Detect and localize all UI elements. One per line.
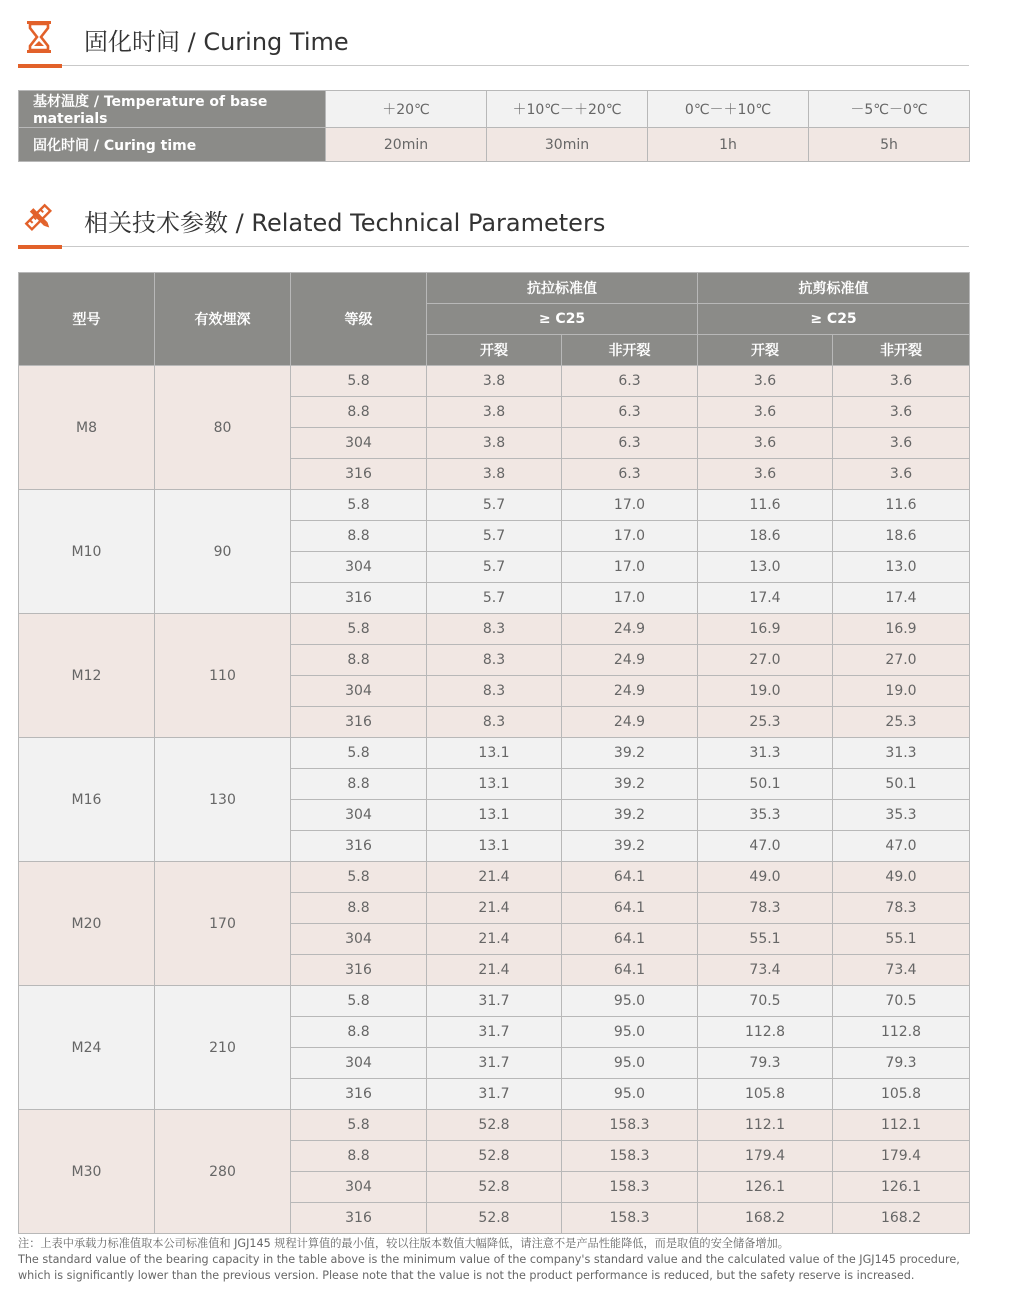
grade-cell: 8.8 [291, 1141, 427, 1172]
technical-parameters-table [18, 272, 970, 1234]
footnote [18, 1236, 978, 1284]
tension-cracked-cell: 31.7 [427, 986, 562, 1017]
grade-cell: 5.8 [291, 986, 427, 1017]
shear-cracked-cell: 126.1 [698, 1172, 833, 1203]
tension-cracked-cell: 31.7 [427, 1017, 562, 1048]
shear-uncracked-cell: 105.8 [833, 1079, 970, 1110]
shear-cracked-cell: 3.6 [698, 397, 833, 428]
shear-cracked-cell: 78.3 [698, 893, 833, 924]
shear-cracked-cell: 25.3 [698, 707, 833, 738]
model-cell: M10 [19, 490, 155, 614]
shear-cracked-cell: 19.0 [698, 676, 833, 707]
shear-uncracked-cell: 78.3 [833, 893, 970, 924]
header-cracked: 开裂 [698, 335, 833, 366]
shear-cracked-cell: 112.1 [698, 1110, 833, 1141]
tension-cracked-cell: 21.4 [427, 862, 562, 893]
shear-uncracked-cell: 179.4 [833, 1141, 970, 1172]
grade-cell: 5.8 [291, 1110, 427, 1141]
tension-uncracked-cell: 158.3 [562, 1110, 698, 1141]
tension-uncracked-cell: 6.3 [562, 366, 698, 397]
grade-cell: 8.8 [291, 1017, 427, 1048]
shear-cracked-cell: 17.4 [698, 583, 833, 614]
shear-cracked-cell: 27.0 [698, 645, 833, 676]
shear-cracked-cell: 13.0 [698, 552, 833, 583]
shear-uncracked-cell: 11.6 [833, 490, 970, 521]
header-uncracked: 非开裂 [833, 335, 970, 366]
tension-cracked-cell: 3.8 [427, 366, 562, 397]
tension-cracked-cell: 13.1 [427, 831, 562, 862]
model-cell: M20 [19, 862, 155, 986]
embed-depth-cell: 80 [155, 366, 291, 490]
embed-depth-cell: 130 [155, 738, 291, 862]
shear-uncracked-cell: 70.5 [833, 986, 970, 1017]
tension-uncracked-cell: 95.0 [562, 1048, 698, 1079]
tension-cracked-cell: 21.4 [427, 955, 562, 986]
shear-uncracked-cell: 16.9 [833, 614, 970, 645]
tension-uncracked-cell: 17.0 [562, 521, 698, 552]
grade-cell: 316 [291, 459, 427, 490]
shear-uncracked-cell: 27.0 [833, 645, 970, 676]
shear-uncracked-cell: 17.4 [833, 583, 970, 614]
tension-cracked-cell: 21.4 [427, 893, 562, 924]
grade-cell: 304 [291, 800, 427, 831]
tension-cracked-cell: 52.8 [427, 1172, 562, 1203]
tension-cracked-cell: 31.7 [427, 1079, 562, 1110]
header-concrete-tension: ≥ C25 [427, 304, 698, 335]
tension-cracked-cell: 21.4 [427, 924, 562, 955]
curing-time-cell: 1h [648, 128, 809, 162]
shear-uncracked-cell: 25.3 [833, 707, 970, 738]
header-tension: 抗拉标准值 [427, 273, 698, 304]
curing-time-table [18, 90, 970, 162]
table-row [19, 738, 970, 769]
grade-cell: 8.8 [291, 769, 427, 800]
tension-uncracked-cell: 64.1 [562, 924, 698, 955]
hourglass-icon [24, 20, 54, 54]
shear-uncracked-cell: 19.0 [833, 676, 970, 707]
shear-uncracked-cell: 112.1 [833, 1110, 970, 1141]
grade-cell: 5.8 [291, 366, 427, 397]
shear-uncracked-cell: 18.6 [833, 521, 970, 552]
tension-uncracked-cell: 6.3 [562, 459, 698, 490]
embed-depth-cell: 280 [155, 1110, 291, 1234]
curing-heading: 固化时间 / Curing Time [84, 28, 349, 56]
temperature-cell: ＋20℃ [326, 91, 487, 128]
shear-cracked-cell: 16.9 [698, 614, 833, 645]
tension-uncracked-cell: 6.3 [562, 397, 698, 428]
tension-uncracked-cell: 64.1 [562, 862, 698, 893]
grade-cell: 316 [291, 707, 427, 738]
tension-cracked-cell: 3.8 [427, 459, 562, 490]
shear-cracked-cell: 49.0 [698, 862, 833, 893]
shear-cracked-cell: 47.0 [698, 831, 833, 862]
tension-cracked-cell: 8.3 [427, 707, 562, 738]
grade-cell: 5.8 [291, 738, 427, 769]
shear-uncracked-cell: 112.8 [833, 1017, 970, 1048]
table-row [19, 862, 970, 893]
grade-cell: 316 [291, 1079, 427, 1110]
shear-uncracked-cell: 168.2 [833, 1203, 970, 1234]
embed-depth-cell: 210 [155, 986, 291, 1110]
temperature-label: 基材温度 / Temperature of base materials [19, 91, 326, 128]
header-shear: 抗剪标准值 [698, 273, 970, 304]
grade-cell: 304 [291, 924, 427, 955]
curing-section-header [18, 16, 969, 66]
grade-cell: 8.8 [291, 397, 427, 428]
tension-cracked-cell: 8.3 [427, 614, 562, 645]
grade-cell: 8.8 [291, 893, 427, 924]
header-embed-depth: 有效埋深 [155, 273, 291, 366]
tension-uncracked-cell: 39.2 [562, 769, 698, 800]
shear-cracked-cell: 168.2 [698, 1203, 833, 1234]
shear-uncracked-cell: 3.6 [833, 366, 970, 397]
embed-depth-cell: 110 [155, 614, 291, 738]
tension-uncracked-cell: 24.9 [562, 645, 698, 676]
shear-cracked-cell: 105.8 [698, 1079, 833, 1110]
embed-depth-cell: 170 [155, 862, 291, 986]
footnote-en: The standard value of the bearing capacity in the table above is the minimum value of the company's standard value and the calculated value of the JGJ145 procedure, which is significantly lower than the previous version. Please note that the value is not the product performance is reduced, but the safety reserve is increased. [18, 1253, 960, 1282]
header-cracked: 开裂 [427, 335, 562, 366]
ruler-pencil-icon [24, 201, 54, 235]
embed-depth-cell: 90 [155, 490, 291, 614]
model-cell: M12 [19, 614, 155, 738]
shear-uncracked-cell: 55.1 [833, 924, 970, 955]
tension-uncracked-cell: 17.0 [562, 552, 698, 583]
shear-uncracked-cell: 126.1 [833, 1172, 970, 1203]
grade-cell: 5.8 [291, 490, 427, 521]
temperature-row [19, 91, 970, 128]
tension-cracked-cell: 31.7 [427, 1048, 562, 1079]
curing-time-cell: 20min [326, 128, 487, 162]
header-model: 型号 [19, 273, 155, 366]
temperature-cell: ＋10℃－＋20℃ [487, 91, 648, 128]
shear-cracked-cell: 73.4 [698, 955, 833, 986]
tension-uncracked-cell: 39.2 [562, 831, 698, 862]
shear-cracked-cell: 3.6 [698, 428, 833, 459]
table-row [19, 366, 970, 397]
temperature-cell: －5℃－0℃ [809, 91, 970, 128]
tension-uncracked-cell: 158.3 [562, 1141, 698, 1172]
tension-cracked-cell: 5.7 [427, 490, 562, 521]
table-row [19, 614, 970, 645]
shear-cracked-cell: 112.8 [698, 1017, 833, 1048]
tension-cracked-cell: 13.1 [427, 738, 562, 769]
grade-cell: 316 [291, 583, 427, 614]
grade-cell: 5.8 [291, 614, 427, 645]
shear-cracked-cell: 31.3 [698, 738, 833, 769]
header-row [19, 273, 970, 304]
tension-uncracked-cell: 95.0 [562, 1017, 698, 1048]
section-accent-bar [18, 245, 62, 249]
grade-cell: 304 [291, 552, 427, 583]
grade-cell: 316 [291, 831, 427, 862]
curing-time-row [19, 128, 970, 162]
tension-uncracked-cell: 24.9 [562, 676, 698, 707]
shear-cracked-cell: 179.4 [698, 1141, 833, 1172]
tension-uncracked-cell: 17.0 [562, 583, 698, 614]
model-cell: M16 [19, 738, 155, 862]
header-uncracked: 非开裂 [562, 335, 698, 366]
curing-time-cell: 5h [809, 128, 970, 162]
grade-cell: 8.8 [291, 645, 427, 676]
shear-uncracked-cell: 47.0 [833, 831, 970, 862]
shear-cracked-cell: 3.6 [698, 366, 833, 397]
tension-uncracked-cell: 158.3 [562, 1172, 698, 1203]
shear-cracked-cell: 18.6 [698, 521, 833, 552]
tension-cracked-cell: 3.8 [427, 428, 562, 459]
grade-cell: 8.8 [291, 521, 427, 552]
curing-time-cell: 30min [487, 128, 648, 162]
model-cell: M24 [19, 986, 155, 1110]
tension-uncracked-cell: 17.0 [562, 490, 698, 521]
shear-uncracked-cell: 73.4 [833, 955, 970, 986]
shear-uncracked-cell: 3.6 [833, 428, 970, 459]
shear-cracked-cell: 50.1 [698, 769, 833, 800]
shear-uncracked-cell: 3.6 [833, 397, 970, 428]
header-concrete-shear: ≥ C25 [698, 304, 970, 335]
tension-cracked-cell: 3.8 [427, 397, 562, 428]
grade-cell: 316 [291, 1203, 427, 1234]
parameters-body [19, 366, 970, 1234]
shear-uncracked-cell: 3.6 [833, 459, 970, 490]
shear-cracked-cell: 70.5 [698, 986, 833, 1017]
params-section-header [18, 197, 969, 247]
grade-cell: 304 [291, 1172, 427, 1203]
table-row [19, 490, 970, 521]
tension-uncracked-cell: 64.1 [562, 893, 698, 924]
grade-cell: 316 [291, 955, 427, 986]
section-divider [18, 246, 969, 247]
tension-cracked-cell: 52.8 [427, 1203, 562, 1234]
tension-uncracked-cell: 24.9 [562, 614, 698, 645]
shear-cracked-cell: 11.6 [698, 490, 833, 521]
temperature-cell: 0℃－＋10℃ [648, 91, 809, 128]
grade-cell: 304 [291, 676, 427, 707]
tension-uncracked-cell: 6.3 [562, 428, 698, 459]
header-grade: 等级 [291, 273, 427, 366]
model-cell: M30 [19, 1110, 155, 1234]
params-heading: 相关技术参数 / Related Technical Parameters [84, 209, 606, 237]
grade-cell: 304 [291, 1048, 427, 1079]
tension-cracked-cell: 13.1 [427, 769, 562, 800]
shear-cracked-cell: 79.3 [698, 1048, 833, 1079]
footnote-cn: 注：上表中承载力标准值取本公司标准值和 JGJ145 规程计算值的最小值，较以往版本数值大幅降低，请注意不是产品性能降低，而是取值的安全储备增加。 [18, 1237, 789, 1250]
tension-cracked-cell: 52.8 [427, 1141, 562, 1172]
tension-uncracked-cell: 24.9 [562, 707, 698, 738]
shear-uncracked-cell: 49.0 [833, 862, 970, 893]
tension-cracked-cell: 5.7 [427, 583, 562, 614]
tension-cracked-cell: 5.7 [427, 552, 562, 583]
tension-uncracked-cell: 64.1 [562, 955, 698, 986]
table-row [19, 986, 970, 1017]
curing-time-label: 固化时间 / Curing time [19, 128, 326, 162]
shear-uncracked-cell: 35.3 [833, 800, 970, 831]
shear-cracked-cell: 35.3 [698, 800, 833, 831]
tension-uncracked-cell: 39.2 [562, 738, 698, 769]
tension-uncracked-cell: 95.0 [562, 986, 698, 1017]
section-accent-bar [18, 64, 62, 68]
model-cell: M8 [19, 366, 155, 490]
shear-cracked-cell: 3.6 [698, 459, 833, 490]
shear-uncracked-cell: 50.1 [833, 769, 970, 800]
tension-cracked-cell: 52.8 [427, 1110, 562, 1141]
tension-cracked-cell: 8.3 [427, 676, 562, 707]
table-row [19, 1110, 970, 1141]
shear-uncracked-cell: 31.3 [833, 738, 970, 769]
section-divider [18, 65, 969, 66]
grade-cell: 304 [291, 428, 427, 459]
tension-cracked-cell: 5.7 [427, 521, 562, 552]
tension-uncracked-cell: 39.2 [562, 800, 698, 831]
tension-cracked-cell: 8.3 [427, 645, 562, 676]
grade-cell: 5.8 [291, 862, 427, 893]
shear-uncracked-cell: 13.0 [833, 552, 970, 583]
tension-cracked-cell: 13.1 [427, 800, 562, 831]
tension-uncracked-cell: 158.3 [562, 1203, 698, 1234]
shear-cracked-cell: 55.1 [698, 924, 833, 955]
tension-uncracked-cell: 95.0 [562, 1079, 698, 1110]
shear-uncracked-cell: 79.3 [833, 1048, 970, 1079]
